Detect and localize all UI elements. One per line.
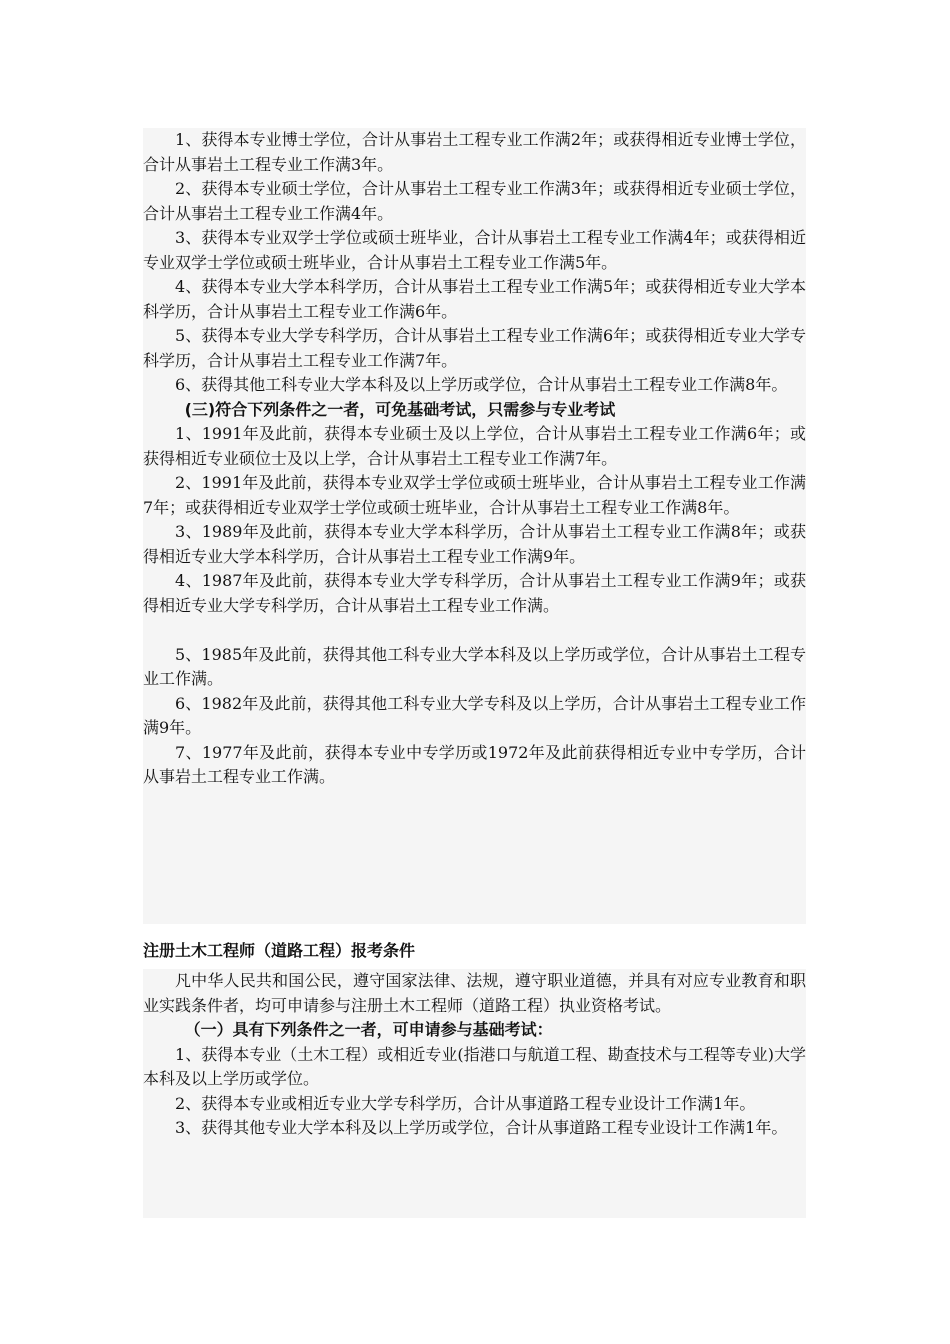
geotechnical-conditions-block [143,128,806,924]
exemption-heading: (三)符合下列条件之一者，可免基础考试，只需参与专业考试 [184,399,616,419]
condition-item-4: 4、获得本专业大学本科学历，合计从事岩土工程专业工作满5年；或获得相近专业大学本科学历，合计从事岩土工程专业工作满6年。 [143,277,806,321]
intro-paragraph: 凡中华人民共和国公民，遵守国家法律、法规，遵守职业道德，并具有对应专业教育和职业实践条件者，均可申请参与注册土木工程师（道路工程）执业资格考试。 [143,971,806,1015]
condition-item-5: 5、获得本专业大学专科学历，合计从事岩土工程专业工作满6年；或获得相近专业大学专科学历，合计从事岩土工程专业工作满7年。 [143,326,806,370]
exemption-item-1: 1、1991年及此前，获得本专业硕士及以上学位，合计从事岩土工程专业工作满6年；或获得相近专业硕位士及以上学，合计从事岩土工程专业工作满7年。 [143,424,806,468]
exemption-item-5: 5、1985年及此前，获得其他工科专业大学本科及以上学历或学位，合计从事岩土工程专业工作满。 [143,644,806,688]
exemption-item-3: 3、1989年及此前，获得本专业大学本科学历，合计从事岩土工程专业工作满8年；或获得相近专业大学本科学历，合计从事岩土工程专业工作满9年。 [143,522,806,566]
basic-exam-item-1: 1、获得本专业（土木工程）或相近专业(指港口与航道工程、勘查技术与工程等专业)大学本科及以上学历或学位。 [143,1044,806,1088]
section-title: 注册土木工程师（道路工程）报考条件 [143,941,416,960]
blank-line [143,618,806,643]
road-engineering-conditions-block [143,969,806,1218]
exemption-item-6: 6、1982年及此前，获得其他工科专业大学专科及以上学历，合计从事岩土工程专业工作满9年。 [143,693,806,737]
basic-exam-heading: （一）具有下列条件之一者，可申请参与基础考试： [184,1020,553,1039]
exemption-item-2: 2、1991年及此前，获得本专业双学士学位或硕士班毕业，合计从事岩土工程专业工作满7年；或获得相近专业双学士学位或硕士班毕业，合计从事岩土工程专业工作满8年。 [143,473,806,517]
basic-exam-item-3: 3、获得其他专业大学本科及以上学历或学位，合计从事道路工程专业设计工作满1年。 [175,1118,788,1137]
basic-exam-item-2: 2、获得本专业或相近专业大学专科学历，合计从事道路工程专业设计工作满1年。 [175,1093,756,1113]
condition-item-6: 6、获得其他工科专业大学本科及以上学历或学位，合计从事岩土工程专业工作满8年。 [175,375,788,394]
condition-item-2: 2、获得本专业硕士学位，合计从事岩土工程专业工作满3年；或获得相近专业硕士学位，合计从事岩土工程专业工作满4年。 [143,179,806,223]
condition-item-3: 3、获得本专业双学士学位或硕士班毕业，合计从事岩土工程专业工作满4年；或获得相近专业双学士学位或硕士班毕业，合计从事岩土工程专业工作满5年。 [143,228,806,272]
exemption-item-7: 7、1977年及此前，获得本专业中专学历或1972年及此前获得相近专业中专学历，合计从事岩土工程专业工作满。 [143,742,806,786]
exemption-item-4: 4、1987年及此前，获得本专业大学专科学历，合计从事岩土工程专业工作满9年；或获得相近专业大学专科学历，合计从事岩土工程专业工作满。 [143,571,806,615]
condition-item-1: 1、获得本专业博士学位，合计从事岩土工程专业工作满2年；或获得相近专业博士学位，合计从事岩土工程专业工作满3年。 [143,130,806,174]
